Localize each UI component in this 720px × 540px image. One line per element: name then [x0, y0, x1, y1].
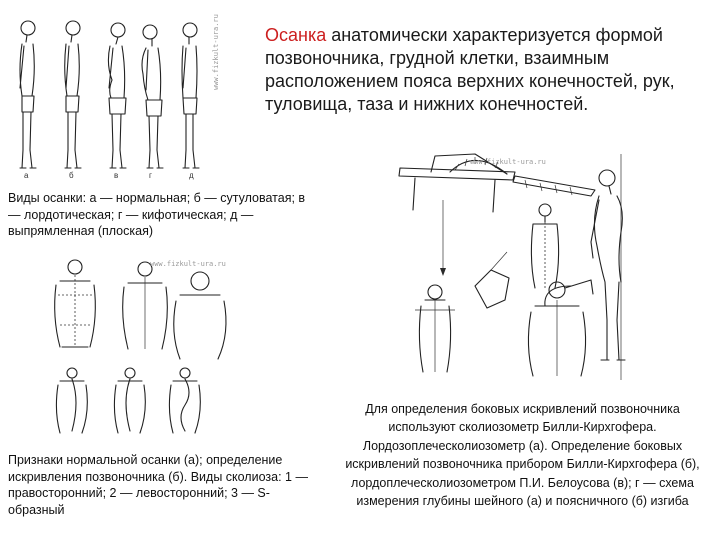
- posture-figure-d: [142, 25, 163, 168]
- posture-figures-illustration: [0, 0, 240, 185]
- scoliosis-left-sided: [114, 368, 145, 433]
- watermark-scoliosis: www.fizkult-ura.ru: [150, 260, 226, 268]
- posture-letter-c: в: [114, 171, 119, 180]
- plumb-line: [440, 200, 446, 276]
- back-figure-small: [531, 204, 558, 288]
- watermark-devices: www.fizkult-ura.ru: [470, 158, 546, 166]
- posture-figure-a: [20, 21, 36, 168]
- back-figure-third: [174, 272, 226, 359]
- caption-scoliosis: Признаки нормальной осанки (а); определение искривления позвоночника (б). Виды сколиоза: 1 — правосторонний; 2 — левосторонний; 3 — S-образный: [8, 453, 308, 517]
- posture-letter-e: д: [189, 171, 194, 180]
- posture-letter-b: б: [69, 171, 74, 180]
- back-figure-measure-2: [528, 280, 593, 376]
- headline: [265, 24, 705, 116]
- posture-figure-c: [108, 23, 126, 168]
- headline-text: анатомически характеризуется формой позвоночника, грудной клетки, взаимным расположением пояса верхних конечностей, рук, туловища, таза и нижних конечностей.: [265, 25, 675, 114]
- caption-posture-types: Виды осанки: а — нормальная; б — сутуловатая; в — лордотическая; г — кифотическая; д — выпрямленная (плоская): [8, 191, 306, 238]
- back-figure-normal: [55, 260, 96, 347]
- standing-side-figure: [591, 154, 625, 380]
- scoliosis-illustration: [20, 255, 240, 440]
- scoliosis-s-shaped: [169, 368, 200, 433]
- scoliosis-right-sided: [56, 368, 87, 433]
- scoliosometer-hand-device: [475, 252, 509, 308]
- posture-letter-a: а: [24, 171, 29, 180]
- back-figure-measure: [123, 262, 168, 349]
- posture-figure-e: [182, 23, 199, 168]
- back-figure-measure-1: [415, 285, 455, 372]
- caption-devices: Для определения боковых искривлений позвоночника используют сколиозометр Билли-Кирхгофера. Лордозоплеческолиозометр (а). Определение боковых искривлений позвоночника прибором Билли-Кирхгофера (б), лордоплеческолиозометром П.И. Белоусова (в); г — схема измерения глубины шейного (а) и поясничного (б) изгиба: [345, 402, 700, 509]
- posture-letter-d: г: [149, 171, 152, 180]
- watermark-posture: www.fizkult-ura.ru: [212, 14, 220, 90]
- devices-illustration: [395, 150, 720, 380]
- headline-accent: Осанка: [265, 25, 327, 45]
- posture-figure-b: [65, 21, 81, 168]
